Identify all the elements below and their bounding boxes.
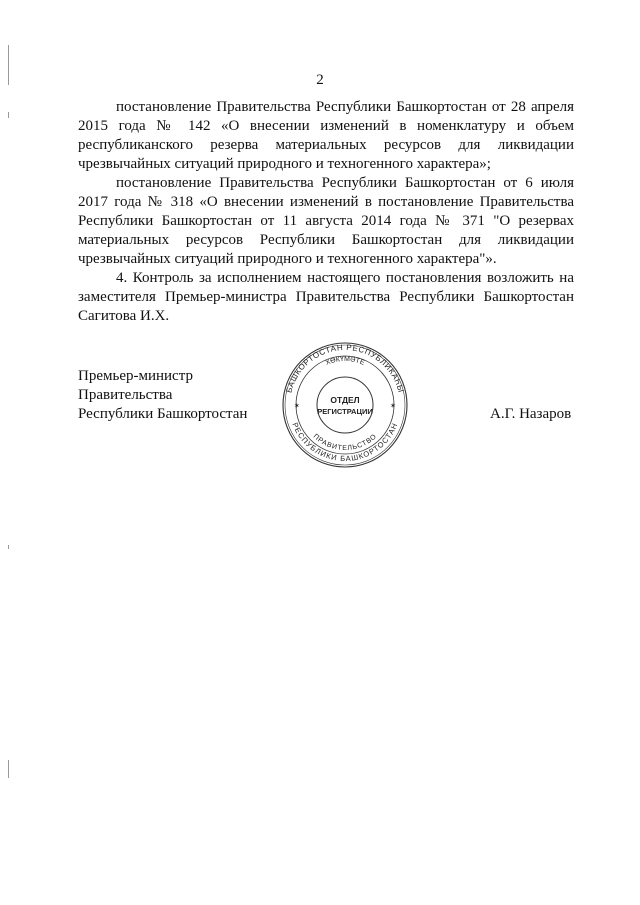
document-body — [78, 98, 574, 326]
seal-star-icon: ✶ — [390, 403, 396, 410]
signatory-position — [78, 367, 247, 424]
registration-seal — [280, 340, 410, 470]
seal-graphic — [280, 340, 410, 470]
seal-center-line1: ОТДЕЛ — [330, 395, 360, 405]
seal-center-line2: РЕГИСТРАЦИИ — [317, 407, 373, 416]
paragraph-resolution-318: постановление Правительства Республики Башкортостан от 6 июля 2017 года № 318 «О внесении изменений в постановление Правительства Республики Башкортостан от 11 августа 2014 года № 371 "О резервах материальных ресурсов Республики Башкортостан для ликвидации чрезвычайных ситуаций природного и техногенного характера"». — [78, 175, 574, 267]
seal-outer-bottom-text: РЕСПУБЛИКИ БАШКОРТОСТАН — [290, 421, 400, 464]
position-line: Правительства — [78, 387, 173, 403]
seal-outer-text: БАШКОРТОСТАН РЕСПУБЛИКАҺЫ — [284, 342, 406, 394]
scan-margin-mark — [8, 545, 9, 549]
scan-margin-mark — [8, 112, 9, 118]
page-number: 2 — [316, 72, 324, 88]
scan-margin-mark — [8, 760, 9, 778]
signatory-name: А.Г. Назаров — [490, 406, 572, 422]
seal-inner-bottom-text: ПРАВИТЕЛЬСТВО — [311, 432, 379, 453]
seal-inner-top-text: ХӨКҮМӘТЕ — [324, 355, 366, 367]
paragraph-resolution-142: постановление Правительства Республики Башкортостан от 28 апреля 2015 года № 142 «О внесении изменений в номенклатуру и объем республиканского резерва материальных ресурсов для ликвидации чрезвычайных ситуаций природного и техногенного характера»; — [78, 99, 574, 172]
seal-star-icon: ✶ — [294, 403, 300, 410]
svg-text:БАШКОРТОСТАН РЕСПУБЛИКАҺЫ — [284, 343, 405, 394]
position-line: Республики Башкортостан — [78, 406, 248, 422]
paragraph-control-clause: 4. Контроль за исполнением настоящего постановления возложить на заместителя Премьер-министра Правительства Республики Башкортостан Сагитова И.Х. — [78, 270, 574, 324]
scan-margin-mark — [8, 45, 9, 85]
svg-text:ХӨКҮМӘТЕ — [325, 356, 366, 367]
position-line: Премьер-министр — [78, 368, 193, 384]
svg-text:РЕСПУБЛИКИ БАШКОРТОСТАН — [290, 421, 399, 463]
